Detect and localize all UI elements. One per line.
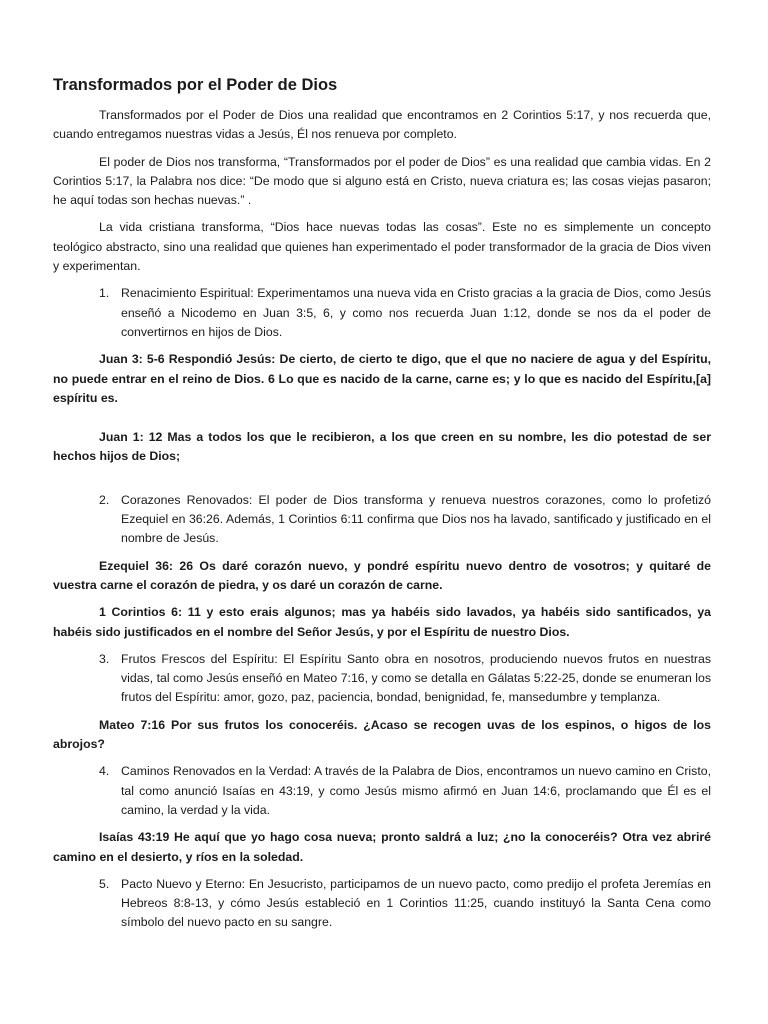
list-item-text: Corazones Renovados: El poder de Dios transforma y renueva nuestros corazones, como lo profetizó Ezequiel en 36:26. Además, 1 Corintios 6:11 confirma que Dios nos ha lavado, santificado y justificado en el nombre de Jesús. — [121, 492, 711, 546]
list-number: 3. — [99, 651, 110, 666]
document-page — [53, 74, 711, 941]
intro-paragraph: Transformados por el Poder de Dios una realidad que encontramos en 2 Corintios 5:17, y nos recuerda que, cuando entregamos nuestras vidas a Jesús, Él nos renueva por completo. — [53, 108, 711, 142]
bible-verse: Ezequiel 36: 26 Os daré corazón nuevo, y pondré espíritu nuevo dentro de vosotros; y quitaré de vuestra carne el corazón de piedra, y os daré un corazón de carne. — [53, 558, 711, 592]
list-item-text: Frutos Frescos del Espíritu: El Espíritu Santo obra en nosotros, produciendo nuevos frutos en nuestras vidas, tal como Jesús enseñó en Mateo 7:16, y como se detalla en Gálatas 5:22-25, donde se enumeran los frutos del Espíritu: amor, gozo, paz, paciencia, bondad, benignidad, fe, mansedumbre y templanza. — [121, 651, 711, 705]
list-item — [53, 650, 711, 708]
list-item-text: Renacimiento Espiritual: Experimentamos una nueva vida en Cristo gracias a la gracia de Dios, como Jesús enseñó a Nicodemo en Juan 3:5, 6, y como nos recuerda Juan 1:12, donde se nos da el poder de convertirnos en hijos de Dios. — [121, 286, 711, 339]
intro-paragraph: La vida cristiana transforma, “Dios hace nuevas todas las cosas”. Este no es simplemente un concepto teológico abstracto, sino una realidad que quienes han experimentado el poder transformador de la gracia de Dios viven y experimentan. — [53, 220, 711, 274]
list-item — [53, 491, 711, 549]
intro-paragraph: El poder de Dios nos transforma, “Transformados por el poder de Dios” es una realidad que cambia vidas. En 2 Corintios 5:17, la Palabra nos dice: “De modo que si alguno está en Cristo, nueva criatura es; las cosas viejas pasaron; he aquí todas son hechas nuevas.” . — [53, 154, 711, 208]
bible-verse: Juan 3: 5-6 Respondió Jesús: De cierto, de cierto te digo, que el que no naciere de agua y del Espíritu, no puede entrar en el reino de Dios. 6 Lo que es nacido de la carne, carne es; y lo que es nacido del Espíritu,[a] espíritu es. — [53, 352, 711, 405]
list-item — [53, 762, 711, 820]
bible-verse: 1 Corintios 6: 11 y esto erais algunos; mas ya habéis sido lavados, ya habéis sido santificados, ya habéis sido justificados en el nombre del Señor Jesús, y por el Espíritu de nuestro Dios. — [53, 605, 711, 639]
list-item-text: Pacto Nuevo y Eterno: En Jesucristo, participamos de un nuevo pacto, como predijo el profeta Jeremías en Hebreos 8:8-13, y cómo Jesús estableció en 1 Corintios 11:25, cuando instituyó la Santa Cena como símbolo del nuevo pacto en su sangre. — [121, 876, 711, 930]
bible-verse: Isaías 43:19 He aquí que yo hago cosa nueva; pronto saldrá a luz; ¿no la conoceréis? Otra vez abriré camino en el desierto, y ríos en la soledad. — [53, 830, 711, 864]
list-item-text: Caminos Renovados en la Verdad: A través de la Palabra de Dios, encontramos un nuevo camino en Cristo, tal como anunció Isaías en 43:19, y como Jesús mismo afirmó en Juan 14:6, proclamando que Él es el camino, la verdad y la vida. — [121, 764, 711, 817]
list-number: 1. — [99, 286, 110, 301]
list-number: 2. — [99, 492, 110, 507]
bible-verse: Mateo 7:16 Por sus frutos los conoceréis. ¿Acaso se recogen uvas de los espinos, o higos de los abrojos? — [53, 717, 711, 752]
list-number: 4. — [99, 764, 110, 779]
bible-verse: Juan 1: 12 Mas a todos los que le recibieron, a los que creen en su nombre, les dio potestad de ser hechos hijos de Dios; — [53, 430, 711, 464]
list-item — [53, 284, 711, 342]
list-number: 5. — [99, 876, 110, 891]
document-title: Transformados por el Poder de Dios — [53, 76, 338, 94]
list-item — [53, 875, 711, 933]
